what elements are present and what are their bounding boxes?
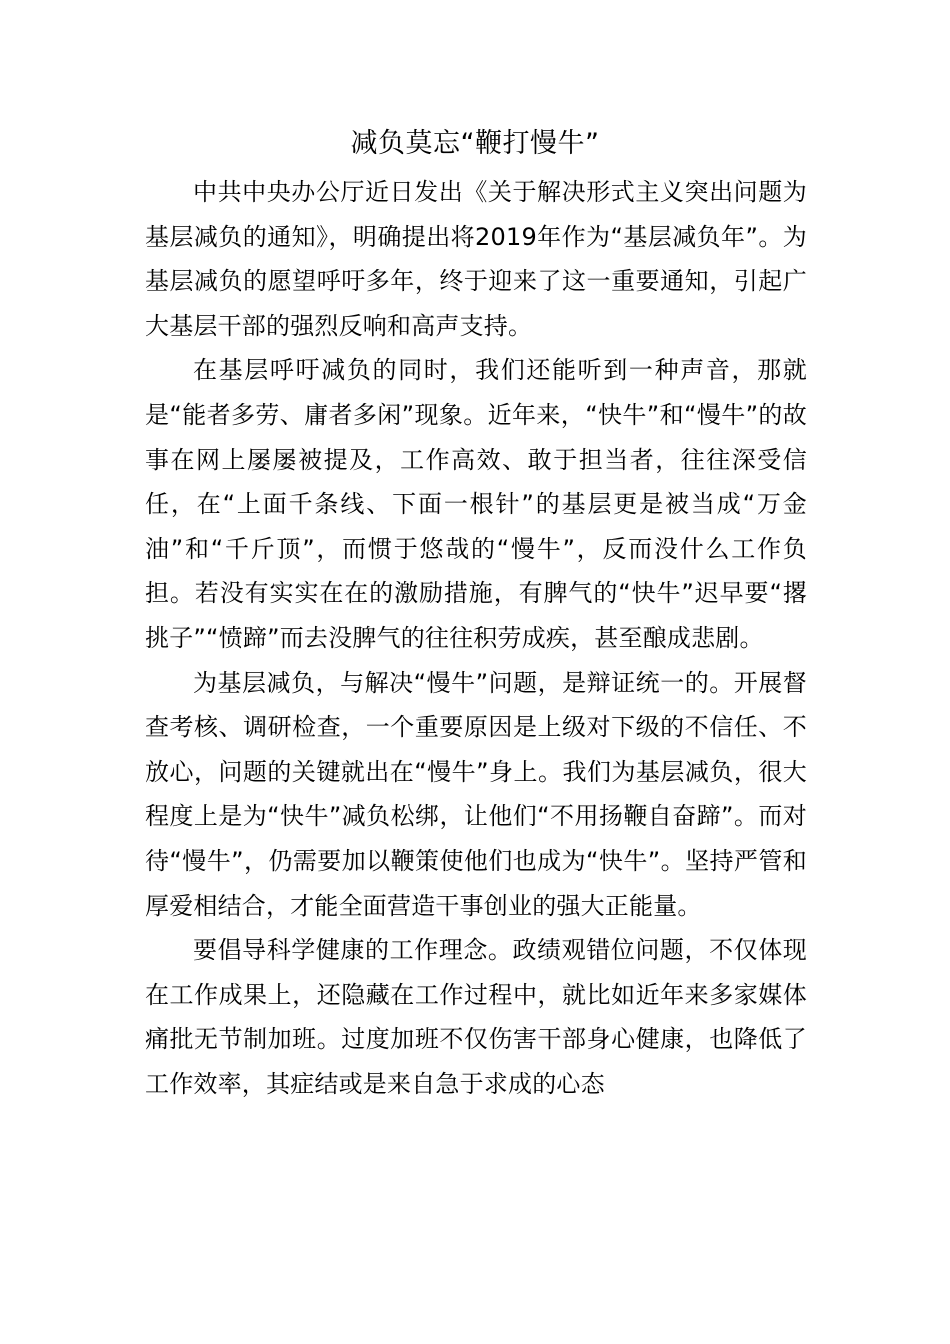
paragraph-2: 在基层呼吁减负的同时，我们还能听到一种声音，那就是“能者多劳、庸者多闲”现象。近年来，“快牛”和“慢牛”的故事在网上屡屡被提及，工作高效、敢于担当者，往往深受信任，在“上面千条线、下面一根针”的基层更是被当成“万金油”和“千斤顶”，而惯于悠哉的“慢牛”，反而没什么工作负担。若没有实实在在的激励措施，有脾气的“快牛”迟早要“撂挑子”“愤蹄”而去没脾气的往往积劳成疾，甚至酿成悲剧。: [145, 356, 807, 652]
document-body: [145, 170, 807, 1106]
paragraph-4: 要倡导科学健康的工作理念。政绩观错位问题，不仅体现在工作成果上，还隐藏在工作过程中，就比如近年来多家媒体痛批无节制加班。过度加班不仅伤害干部身心健康，也降低了工作效率，其症结或是来自急于求成的心态: [145, 936, 807, 1098]
document-title: 减负莫忘“鞭打慢牛”: [350, 128, 600, 159]
paragraph-3: 为基层减负，与解决“慢牛”问题，是辩证统一的。开展督查考核、调研检查，一个重要原因是上级对下级的不信任、不放心，问题的关键就出在“慢牛”身上。我们为基层减负，很大程度上是为“快牛”减负松绑，让他们“不用扬鞭自奋蹄”。而对待“慢牛”，仍需要加以鞭策使他们也成为“快牛”。坚持严管和厚爱相结合，才能全面营造干事创业的强大正能量。: [145, 668, 807, 920]
paragraph-1: 中共中央办公厅近日发出《关于解决形式主义突出问题为基层减负的通知》，明确提出将2019年作为“基层减负年”。为基层减负的愿望呼吁多年，终于迎来了这一重要通知，引起广大基层干部的强烈反响和高声支持。: [145, 178, 807, 340]
